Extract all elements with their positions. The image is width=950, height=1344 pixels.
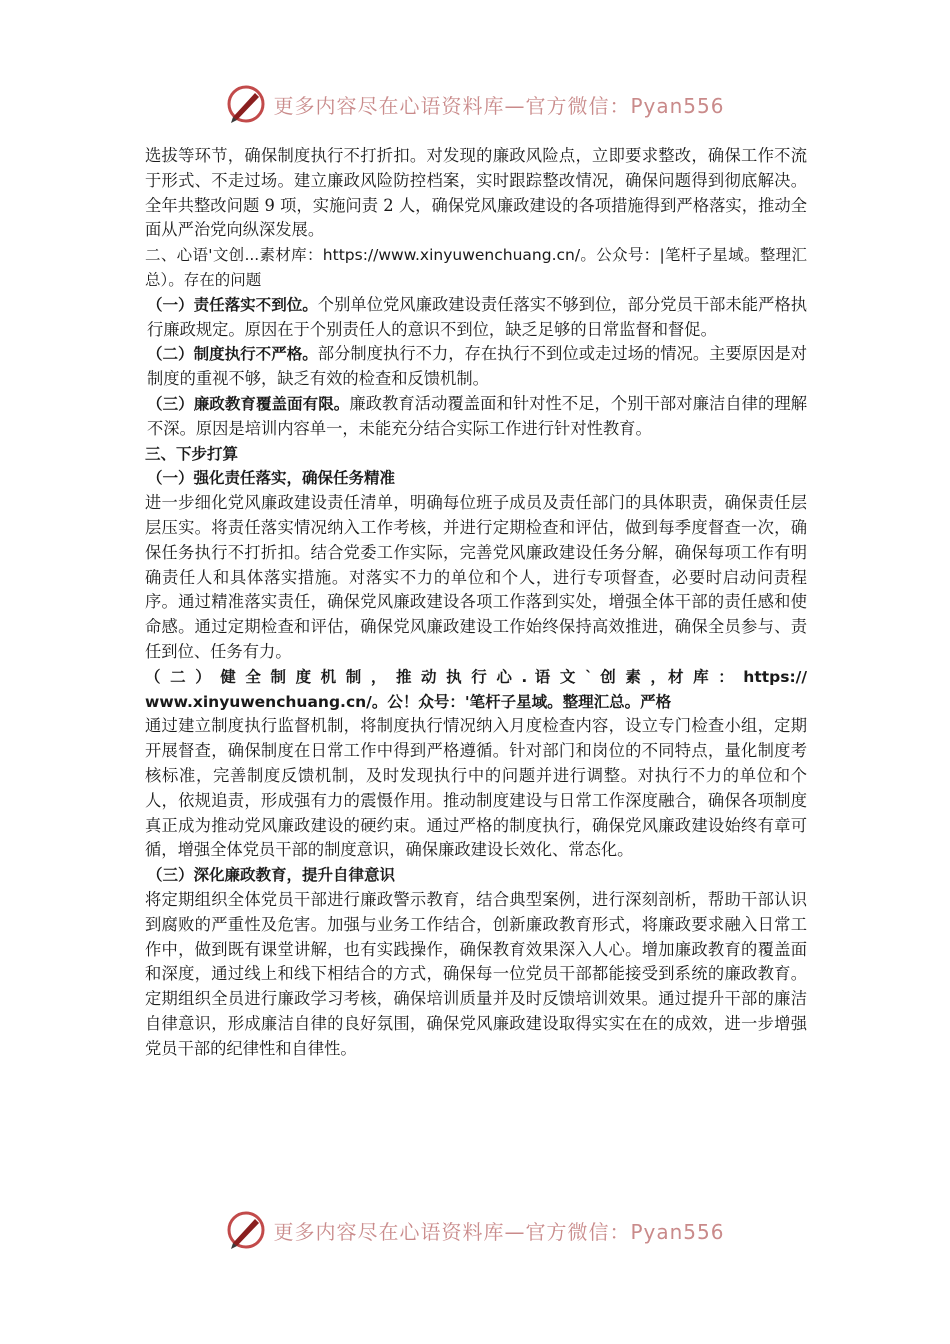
section-heading: 二、心语'文创...素材库：https://www.xinyuwenchuang.cn/。公众号：|笔杆子星域。整理汇总）。存在的问题 — [145, 246, 807, 289]
paragraph: 选拔等环节，确保制度执行不打折扣。对发现的廉政风险点，立即要求整改，确保工作不流于形式、不走过场。建立廉政风险防控档案，实时跟踪整改情况，确保问题得到彻底解决。全年共整改问题 9 项，实施问责 2 人，确保党风廉政建设的各项措施得到严格落实，推动全面从严治党向纵深发展。 — [145, 146, 807, 240]
issue-title: （三）廉政教育覆盖面有限。 — [147, 394, 350, 413]
paragraph: 通过建立制度执行监督机制，将制度执行情况纳入月度检查内容，设立专门检查小组，定期开展督查，确保制度在日常工作中得到严格遵循。针对部门和岗位的不同特点，量化制度考核标准，完善制度反馈机制，及时发现执行中的问题并进行调整。对执行不力的单位和个人，依规追责，形成强有力的震慑作用。推动制度建设与日常工作深度融合，确保各项制度真正成为推动党风廉政建设的硬约束。通过严格的制度执行，确保党风廉政建设始终有章可循，增强全体党员干部的制度意识，确保廉政建设长效化、常态化。 — [145, 716, 807, 860]
issue-body: 廉政教育活动覆盖面和针对性不足，个别干部对廉洁自律的理解不深。原因是培训内容单一，未能充分结合实际工作进行针对性教育。 — [147, 393, 807, 438]
subsection-title: （一）强化责任落实，确保任务精准 — [147, 469, 396, 488]
document-body — [145, 144, 807, 1061]
issue-item — [145, 392, 807, 442]
header-banner — [0, 80, 950, 128]
issue-title: （一）责任落实不到位。 — [147, 295, 318, 314]
issue-body: 个别单位党风廉政建设责任落实不够到位，部分党员干部未能严格执行廉政规定。原因在于个别责任人的意识不到位，缺乏足够的日常监督和督促。 — [147, 294, 807, 339]
pen-circle-logo-icon — [225, 1209, 267, 1251]
issue-item — [145, 293, 807, 343]
issue-title: （二）制度执行不严格。 — [147, 345, 318, 364]
issue-item — [145, 342, 807, 392]
footer-banner — [0, 1206, 950, 1254]
section-heading: 三、下步打算 — [145, 444, 239, 463]
pen-circle-logo-icon — [225, 83, 267, 125]
paragraph: 进一步细化党风廉政建设责任清单，明确每位班子成员及责任部门的具体职责，确保责任层层压实。将责任落实情况纳入工作考核，并进行定期检查和评估，做到每季度督查一次，确保任务执行不打折扣。结合党委工作实际，完善党风廉政建设任务分解，确保每项工作有明确责任人和具体落实措施。对落实不力的单位和个人，进行专项督查，必要时启动问责程序。通过精准落实责任，确保党风廉政建设各项工作落到实处，增强全体干部的责任感和使命感。通过定期检查和评估，确保党风廉政建设工作始终保持高效推进，确保全员参与、责任到位、任务有力。 — [145, 493, 807, 661]
issue-body: 部分制度执行不力，存在执行不到位或走过场的情况。主要原因是对制度的重视不够，缺乏有效的检查和反馈机制。 — [147, 344, 807, 389]
subsection-title: （三）深化廉政教育，提升自律意识 — [147, 866, 396, 885]
banner-text: 更多内容尽在心语资料库—官方微信：Pyan556 — [273, 1219, 725, 1244]
subsection-title-line: （ 二 ） 健 全 制 度 机 制 ， 推 动 执 行 心 . 语 文 ` 创 素 ，材 库 ： https:// — [145, 667, 807, 686]
subsection-title-line: www.xinyuwenchuang.cn/。公！众号：'笔杆子星域。整理汇总。严格 — [145, 692, 672, 711]
paragraph: 将定期组织全体党员干部进行廉政警示教育，结合典型案例，进行深刻剖析，帮助干部认识到腐败的严重性及危害。加强与业务工作结合，创新廉政教育形式，将廉政要求融入日常工作中，做到既有课堂讲解，也有实践操作，确保教育效果深入人心。增加廉政教育的覆盖面和深度，通过线上和线下相结合的方式，确保每一位党员干部都能接受到系统的廉政教育。定期组织全员进行廉政学习考核，确保培训质量并及时反馈培训效果。通过提升干部的廉洁自律意识，形成廉洁自律的良好氛围，确保党风廉政建设取得实实在在的成效，进一步增强党员干部的纪律性和自律性。 — [145, 889, 807, 1058]
banner-text: 更多内容尽在心语资料库—官方微信：Pyan556 — [273, 93, 725, 118]
